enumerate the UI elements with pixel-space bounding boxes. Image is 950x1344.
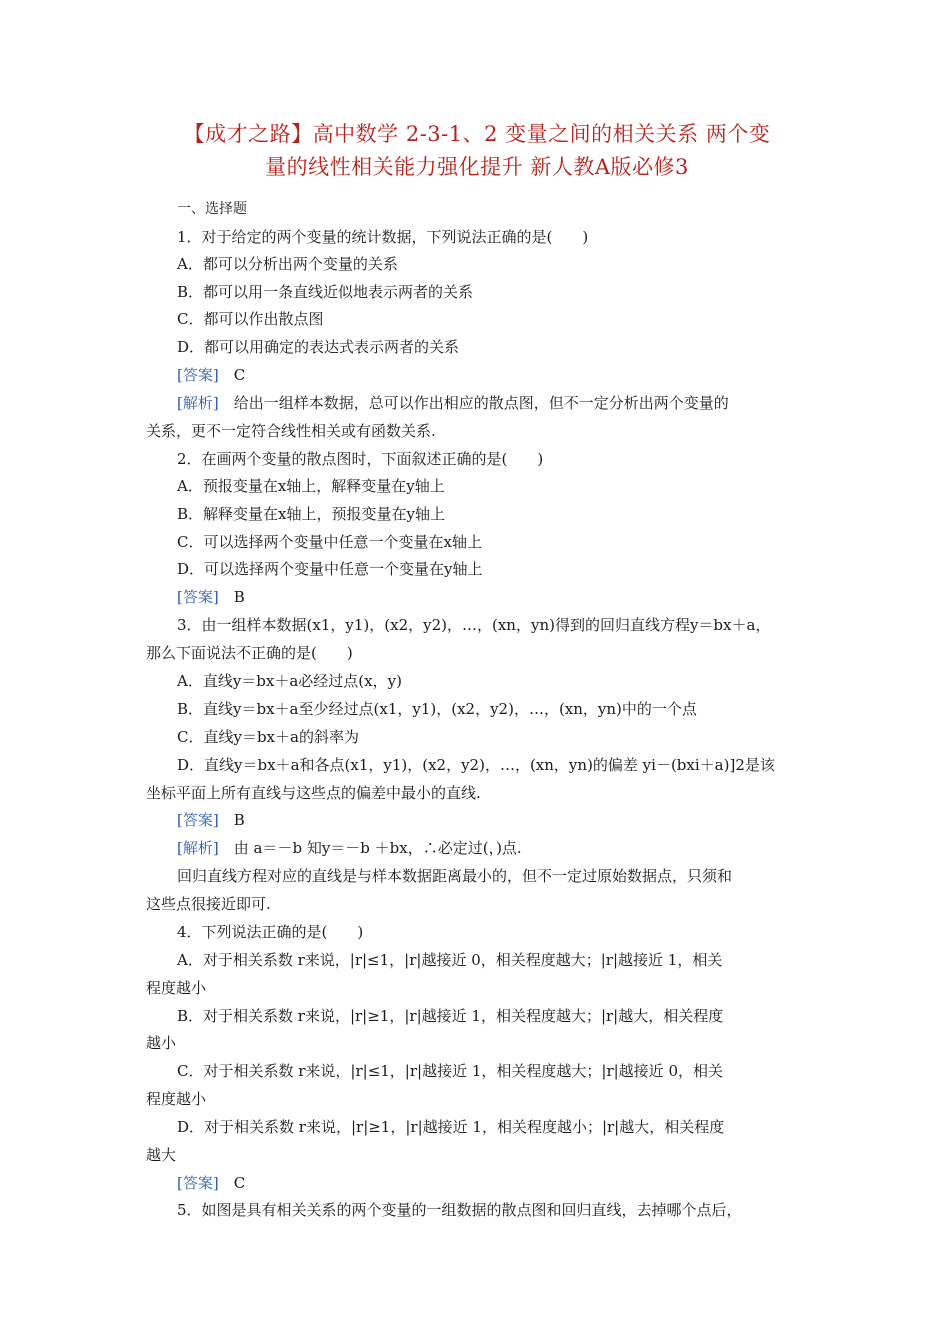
q2-stem: 2．在画两个变量的散点图时，下面叙述正确的是( ) [177, 450, 544, 468]
q1-answer [177, 365, 245, 385]
answer-tag: [答案] [177, 366, 219, 384]
title-line-1 [146, 118, 808, 151]
q4-answer [177, 1173, 245, 1193]
q2-option-b: B．解释变量在x轴上，预报变量在y轴上 [177, 505, 445, 523]
document-title [146, 118, 808, 184]
q2-option-d: D．可以选择两个变量中任意一个变量在y轴上 [177, 560, 483, 578]
q1-option-c: C．都可以作出散点图 [177, 310, 324, 328]
q1-option-a: A．都可以分析出两个变量的关系 [177, 255, 398, 273]
answer-value: C [233, 1174, 246, 1192]
q2-answer [177, 587, 245, 607]
q3-analysis-line-3: 这些点很接近即可. [146, 895, 271, 913]
q3-option-d-line-1: D．直线y＝bx＋a和各点(x1，y1)，(x2，y2)，…，(xn，yn)的偏差 yi－(bxi＋a)]2是该 [177, 756, 775, 774]
q1-option-d: D．都可以用确定的表达式表示两者的关系 [177, 338, 460, 356]
q2-option-a: A．预报变量在x轴上，解释变量在y轴上 [177, 477, 445, 495]
q4-stem: 4．下列说法正确的是( ) [177, 923, 364, 941]
q1-option-b: B．都可以用一条直线近似地表示两者的关系 [177, 283, 474, 301]
q3-stem-line-2: 那么下面说法不正确的是( ) [146, 644, 353, 662]
q3-analysis-line-1 [177, 838, 522, 858]
analysis-tag: [解析] [177, 394, 219, 412]
q3-answer [177, 810, 245, 830]
q4-option-a-line-2: 程度越小 [146, 979, 207, 997]
title-text: 高中数学 2-3-1、2 变量之间的相关关系 两个变 [312, 122, 771, 146]
answer-value: B [233, 811, 245, 829]
answer-tag: [答案] [177, 1174, 219, 1192]
q3-option-d-line-2: 坐标平面上所有直线与这些点的偏差中最小的直线. [146, 784, 481, 802]
analysis-text: 由 a＝－b 知y＝－b ＋bx，∴必定过(，)点. [233, 839, 522, 857]
answer-tag: [答案] [177, 811, 219, 829]
q3-option-a: A．直线y＝bx＋a必经过点(x，y) [177, 672, 402, 690]
answer-tag: [答案] [177, 588, 219, 606]
q3-stem-line-1: 3．由一组样本数据(x1，y1)，(x2，y2)，…，(xn，yn)得到的回归直线方程y＝bx＋a， [177, 616, 771, 634]
q1-analysis-line-1 [177, 393, 729, 413]
answer-value: C [233, 366, 246, 384]
section-heading: 一、选择题 [177, 201, 247, 217]
q4-option-a-line-1: A．对于相关系数 r来说，|r|≤1，|r|越接近 0，相关程度越大；|r|越接近 1，相关 [177, 951, 723, 969]
answer-value: B [233, 588, 245, 606]
q5-stem: 5．如图是具有相关关系的两个变量的一组数据的散点图和回归直线，去掉哪个点后， [177, 1201, 742, 1219]
q4-option-c-line-2: 程度越小 [146, 1090, 207, 1108]
analysis-tag: [解析] [177, 839, 219, 857]
title-bracket: 【成才之路】 [183, 122, 313, 146]
q4-option-d-line-2: 越大 [146, 1146, 177, 1164]
analysis-text: 给出一组样本数据，总可以作出相应的散点图，但不一定分析出两个变量的 [233, 394, 729, 412]
q4-option-b-line-1: B．对于相关系数 r来说，|r|≥1，|r|越接近 1，相关程度越大；|r|越大，相关程度 [177, 1007, 724, 1025]
q4-option-c-line-1: C．对于相关系数 r来说，|r|≤1，|r|越接近 1，相关程度越大；|r|越接近 0，相关 [177, 1062, 723, 1080]
q4-option-b-line-2: 越小 [146, 1034, 177, 1052]
q1-analysis-line-2: 关系，更不一定符合线性相关或有函数关系. [146, 422, 436, 440]
q3-analysis-line-2: 回归直线方程对应的直线是与样本数据距离最小的，但不一定过原始数据点，只须和 [177, 867, 733, 885]
title-line-2: 量的线性相关能力强化提升 新人教A版必修3 [265, 155, 689, 179]
q3-option-b: B．直线y＝bx＋a至少经过点(x1，y1)，(x2，y2)，…，(xn，yn)中的一个点 [177, 700, 697, 718]
q2-option-c: C．可以选择两个变量中任意一个变量在x轴上 [177, 533, 482, 551]
q1-stem: 1．对于给定的两个变量的统计数据，下列说法正确的是( ) [177, 228, 589, 246]
q3-option-c: C．直线y＝bx＋a的斜率为 [177, 728, 359, 746]
q4-option-d-line-1: D．对于相关系数 r来说，|r|≥1，|r|越接近 1，相关程度越小；|r|越大，相关程度 [177, 1118, 725, 1136]
